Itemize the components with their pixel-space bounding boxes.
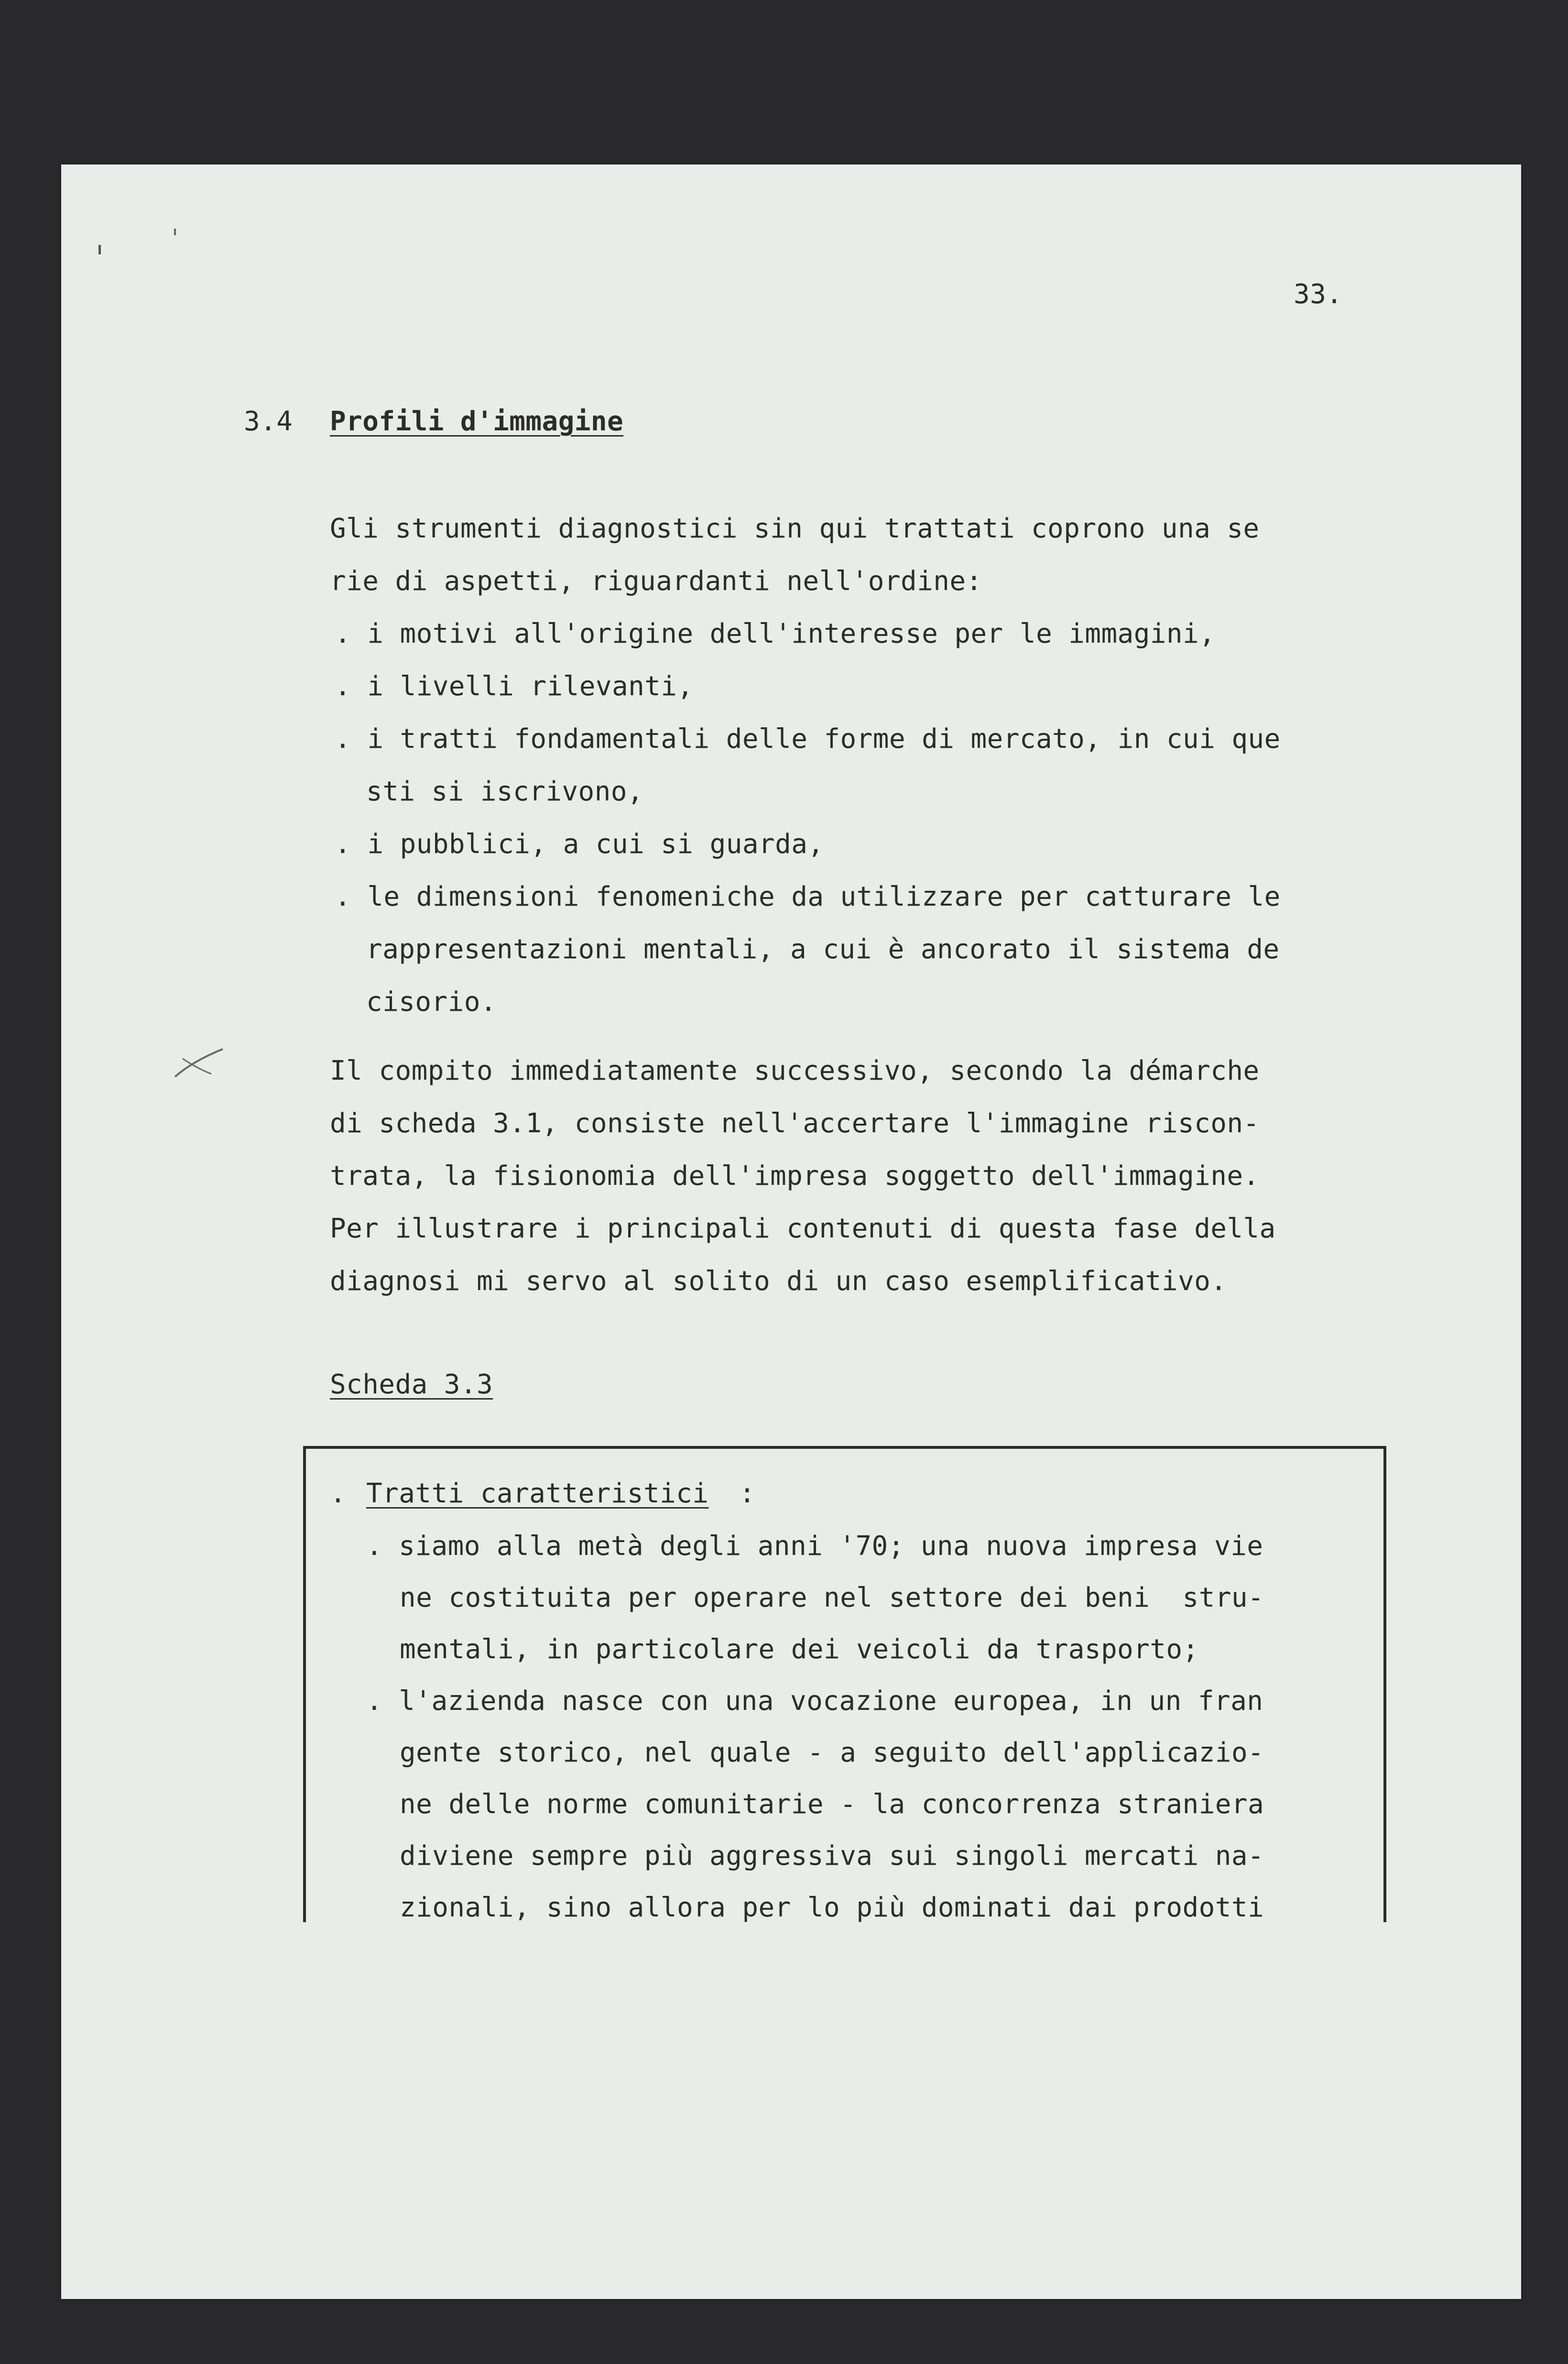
list-item: . le dimensioni fenomeniche da utilizzare per catturare le — [335, 881, 1281, 912]
box-text-line: ne costituita per operare nel settore dei beni stru- — [400, 1582, 1264, 1613]
handwritten-tick-icon — [173, 1047, 226, 1081]
text-line: cisorio. — [366, 986, 497, 1018]
text-line: rie di aspetti, riguardanti nell'ordine: — [330, 566, 982, 597]
box-text-line: gente storico, nel quale - a seguito dell'applicazio- — [400, 1737, 1264, 1768]
text-line: sti si iscrivono, — [366, 776, 643, 807]
text-line: rappresentazioni mentali, a cui è ancorato il sistema de — [366, 934, 1280, 965]
box-list-item: . l'azienda nasce con una vocazione europea, in un fran — [366, 1685, 1263, 1717]
page-number: 33. — [1294, 279, 1343, 310]
list-item: . i motivi all'origine dell'interesse per le immagini, — [335, 618, 1216, 649]
text-line: Gli strumenti diagnostici sin qui trattati coprono una se — [330, 513, 1260, 544]
text-line: Per illustrare i principali contenuti di questa fase della — [330, 1213, 1276, 1244]
list-item: . i tratti fondamentali delle forme di mercato, in cui que — [335, 723, 1281, 755]
ink-speck-mark — [98, 245, 101, 254]
text-line: trata, la fisionomia dell'impresa soggetto dell'immagine. — [330, 1160, 1260, 1192]
box-heading: Tratti caratteristici — [366, 1478, 709, 1509]
box-text-line: diviene sempre più aggressiva sui singoli mercati na- — [400, 1840, 1264, 1872]
text-line: Il compito immediatamente successivo, secondo la démarche — [330, 1055, 1260, 1086]
list-item: . i pubblici, a cui si guarda, — [335, 829, 824, 860]
box-text-line: mentali, in particolare dei veicoli da trasporto; — [400, 1634, 1199, 1665]
section-number: 3.4 — [244, 406, 293, 437]
section-title: Profili d'immagine — [330, 406, 624, 437]
box-bullet: . — [330, 1478, 347, 1509]
box-text-line: zionali, sino allora per lo più dominati dai prodotti — [400, 1892, 1264, 1923]
box-text-line: ne delle norme comunitarie - la concorrenza straniera — [400, 1789, 1264, 1820]
text-line: di scheda 3.1, consiste nell'accertare l'immagine riscon- — [330, 1108, 1260, 1139]
box-heading-colon: : — [739, 1478, 756, 1509]
text-line: diagnosi mi servo al solito di un caso esemplificativo. — [330, 1266, 1227, 1297]
list-item: . i livelli rilevanti, — [335, 671, 694, 702]
scheda-title: Scheda 3.3 — [330, 1369, 493, 1400]
box-list-item: . siamo alla metà degli anni '70; una nuova impresa vie — [366, 1531, 1263, 1562]
ink-speck-mark — [174, 229, 176, 235]
